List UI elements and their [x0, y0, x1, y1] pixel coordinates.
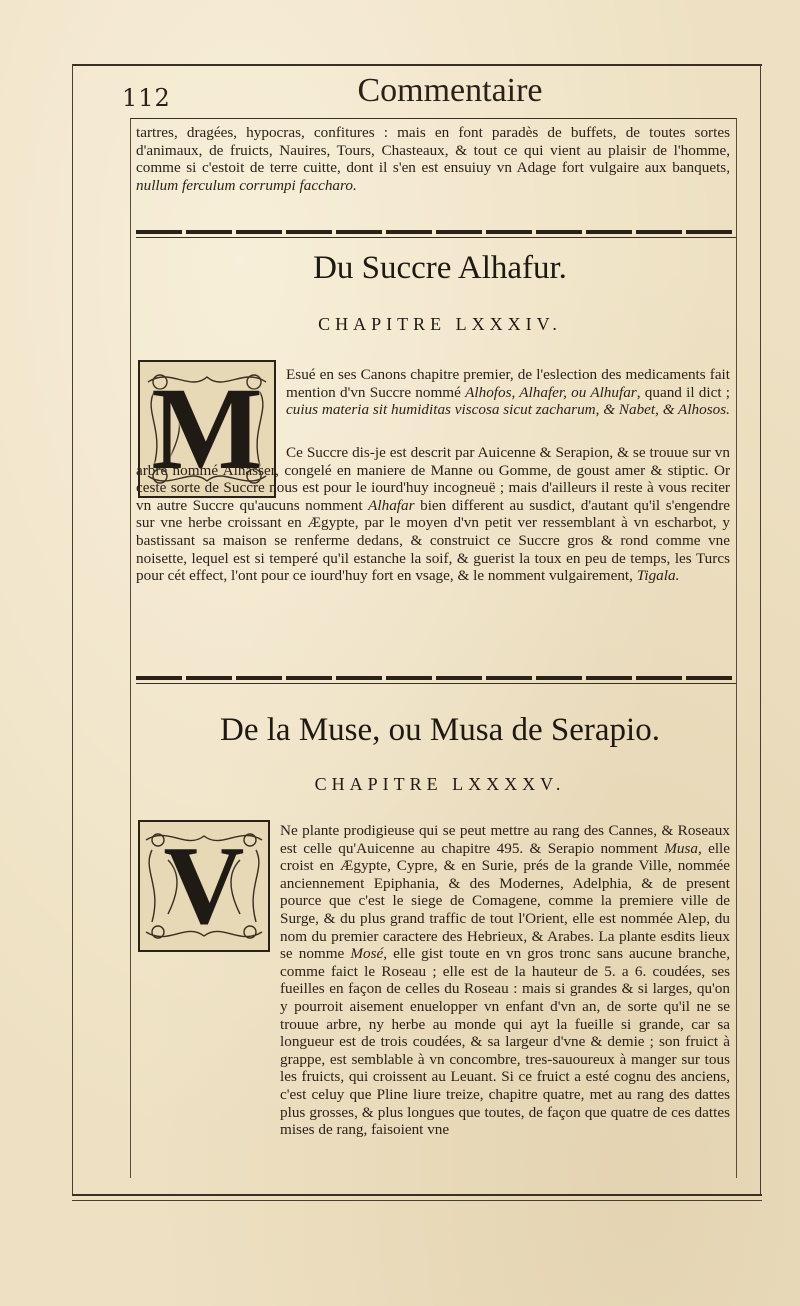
section1-italic-d: Tigala.	[636, 567, 680, 585]
ornament-rule-2	[136, 676, 736, 680]
page-number: 112	[122, 84, 171, 112]
section2-text-a: Ne plante prodigieuse qui se peut mettre au rang des Cannes, & Roseaux est celle qu'Auicenne au chapitre 495. & Serapio nomment	[280, 822, 730, 857]
section1-text-a: Esué en ses Canons chapitre premier, de l'eslection des medicaments fait mention d'vn Succre nommé	[286, 366, 730, 401]
header-rule	[130, 118, 736, 119]
text-column-right-rule	[736, 118, 737, 1178]
drop-cap-v	[138, 820, 270, 952]
section1-italic-a: Alhofos, Alhafer, ou Alhufar	[465, 383, 637, 401]
section1-text-c: Ce Succre dis-je est descrit par Auicenne & Serapion, & se trouue sur vn arbre nommé Alhasser, congelé en maniere de Manne ou Gomme, de goust amer & stiptic. Or ceste sorte de Succre nous est pour le iourd'huy incogneuë ; mais d'ailleurs il reste à vous reciter vn autre Succre qu'aucuns nomment	[136, 444, 730, 514]
top-paragraph	[136, 124, 730, 194]
drop-cap-m-letter: M	[151, 363, 263, 494]
frame-bottom-rule	[72, 1194, 762, 1196]
frame-right-rule	[760, 64, 761, 1194]
frame-top-rule	[72, 64, 762, 66]
section-title-succre-alhafur: Du Succre Alhafur.	[313, 250, 567, 286]
section2-italic-a: Musa	[664, 839, 698, 857]
frame-left-rule	[72, 64, 73, 1194]
text-column-left-rule	[130, 118, 131, 1178]
section1-text-d: bien different au susdict, d'autant qu'il s'engendre sur vne herbe croissant en Ægypte, par le moyen d'vn petit ver ressemblant à vn escharbot, y bastissant sa maison se renferme dedans, & construict ce Succre gros & rond comme vne noisette, lequel est si temperé qu'il estanche la soif, & guerist la toux en peu de temps, les Turcs pour cét effect, l'ont pour ce iourd'huy fort en vsage, & le nomment vulgairement,	[136, 496, 731, 585]
section2-italic-b: Mosé	[350, 945, 384, 963]
section1-text-b: , quand il dict ;	[636, 383, 731, 401]
section2-text-b: , elle croist en Ægypte, Cypre, & en Surie, prés de la grande Ville, nommée anciennement Epiphania, & des Modernes, Adelphia, & de present pource que c'est le siege de Comagene, comme la premiere ville de Surge, & du plus grand traffic de tout l'Orient, elle est nommée Alep, du nom du premier caractere des Hebrieux, & Arabes. La plante esdits lieux se nomme	[280, 839, 731, 963]
section1-italic-c: Alhafar	[368, 496, 415, 514]
chapter-heading-84: CHAPITRE LXXXIV.	[318, 314, 562, 334]
frame-bottom-rule-inner	[72, 1200, 762, 1201]
running-title: Commentaire	[357, 72, 543, 109]
top-paragraph-italic: nullum ferculum corrumpi facchаro.	[136, 176, 357, 194]
top-paragraph-text: tartres, dragées, hypocras, confitures : mais en font paradès de buffets, de toutes sortes d'animaux, de fruicts, Nauires, Tours, Chasteaux, & tout ce qui vient au plaisir de l'homme, comme si c'estoit de terre cuitte, dont il s'en est ensuiuy vn Adage fort vulgaire aux banquets,	[136, 124, 730, 177]
ornament-rule-1	[136, 230, 736, 234]
section1-paragraph-cont	[136, 444, 730, 585]
ornament-rule-1-thin	[136, 237, 736, 238]
chapter-heading-95: CHAPITRE LXXXXV.	[314, 774, 566, 794]
section1-italic-b: cuius materia sit humiditas viscosa sicut zacharum, & Nabet, & Alhosos.	[286, 401, 730, 419]
section2-paragraph-first	[280, 822, 730, 1139]
section2-text-c: , elle gist toute en vn gros tronc sans aucune branche, comme faict le Roseau ; elle est de la hauteur de 5. a 6. coudées, ses fueilles en façon de celles du Roseau : mais si grandes & si larges, qu'on y pourroit aisement enuelopper vn enfant d'vn an, de sorte qu'il ne se trouue arbre, ny herbe au monde qui ayt la fueille si grande, car sa longueur est de trois coudées, & sa largeur d'vne & demie ; son fruict à grappe, est semblable à vn concombre, tres-sauoureux à manger sur tous les fruicts, qui croissent au Leuant. Si ce fruict a esté cognu des anciens, c'est celuy que Pline liure treize, chapitre quatre, met au rang des dattes plus grosses, & plus longues que toutes, de façon que quatre de ces dattes mises de rang, faisoient vne	[280, 945, 730, 1139]
section1-paragraph-first	[286, 366, 730, 419]
section-title-muse: De la Muse, ou Musa de Serapio.	[220, 712, 660, 748]
drop-cap-v-letter: V	[163, 823, 245, 948]
ornament-rule-2-thin	[136, 683, 736, 684]
